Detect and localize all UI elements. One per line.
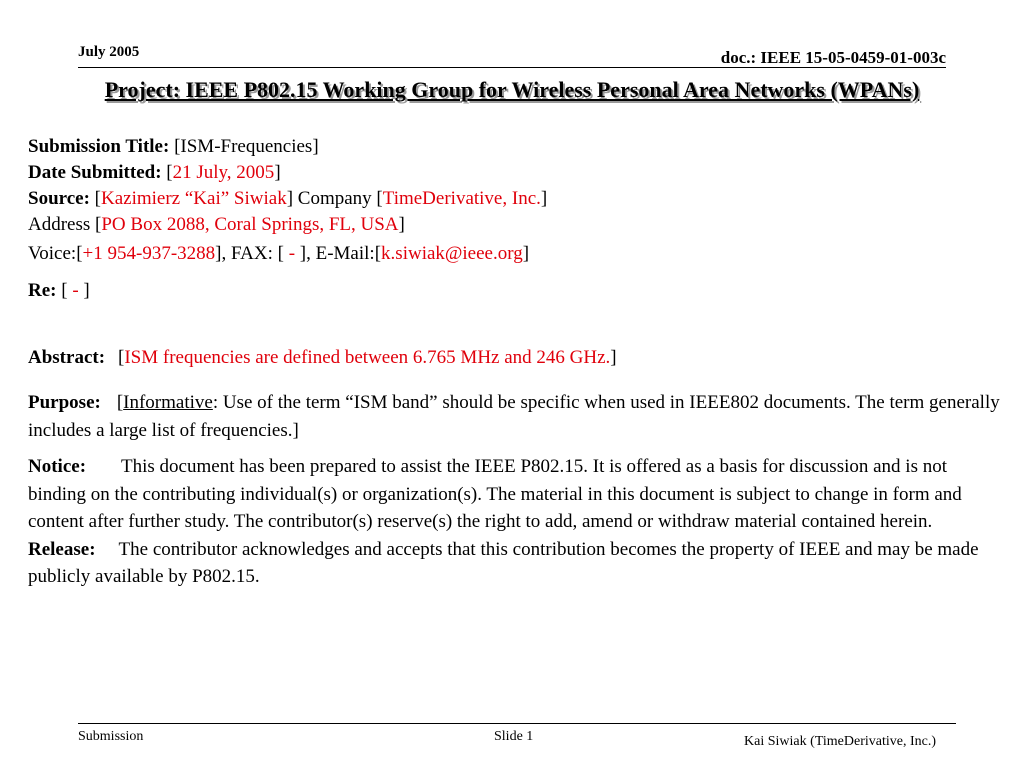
- abstract-line: [28, 345, 617, 371]
- purpose-label: Purpose:: [28, 392, 101, 413]
- source-line: [28, 186, 547, 212]
- voice-phone: +1 954-937-3288: [82, 243, 216, 264]
- fax-label: ], FAX: [: [215, 243, 289, 264]
- notice-label: Notice:: [28, 456, 87, 477]
- re-value: -: [72, 280, 79, 301]
- bracket: [: [89, 188, 101, 209]
- bracket: ]: [610, 347, 617, 368]
- submission-title-label: Submission Title:: [28, 136, 170, 157]
- address-label: Address [: [28, 214, 102, 235]
- release-text: The contributor acknowledges and accepts that this contribution becomes the property of IEEE and may be made publicly available by P802.15.: [28, 538, 979, 587]
- footer-submission: Submission: [78, 729, 144, 744]
- date-submitted-value: 21 July, 2005: [172, 162, 275, 183]
- bracket: ]: [398, 214, 405, 235]
- project-title: Project: IEEE P802.15 Working Group for Wireless Personal Area Networks (WPANs): [104, 77, 920, 102]
- footer-author: Kai Siwiak (TimeDerivative, Inc.): [744, 734, 936, 749]
- release-label: Release:: [28, 538, 96, 560]
- submission-title-value: [ISM-Frequencies]: [174, 136, 319, 157]
- re-label: Re:: [28, 280, 57, 301]
- abstract-value: ISM frequencies are defined between 6.765 MHz and 246 GHz.: [124, 347, 611, 368]
- purpose-keyword: Informative: [123, 392, 213, 413]
- address-line: [28, 212, 405, 238]
- purpose-text: : Use of the term “ISM band” should be specific when used in IEEE802 documents. The term generally includes a large list of frequencies.]: [28, 392, 1000, 441]
- email-value: k.siwiak@ieee.org: [381, 243, 523, 264]
- address-value: PO Box 2088, Coral Springs, FL, USA: [101, 214, 399, 235]
- purpose-paragraph: [28, 389, 1003, 444]
- bracket: ]: [522, 243, 530, 264]
- header-divider: [78, 67, 946, 68]
- source-label: Source:: [28, 188, 90, 209]
- bracket: [: [118, 347, 125, 368]
- header-doc-id: doc.: IEEE 15-05-0459-01-003c: [720, 48, 946, 67]
- voice-label: Voice:[: [28, 243, 83, 264]
- notice-paragraph: [28, 453, 1003, 591]
- voice-line: [28, 241, 529, 267]
- bracket: ]: [274, 162, 281, 183]
- company-prefix: ] Company [: [286, 188, 383, 209]
- date-submitted-label: Date Submitted:: [28, 162, 162, 183]
- re-line: [28, 278, 90, 304]
- bracket: [: [56, 280, 73, 301]
- abstract-label: Abstract:: [28, 347, 106, 368]
- bracket: [: [161, 162, 173, 183]
- source-name: Kazimierz “Kai” Siwiak: [101, 188, 287, 209]
- bracket: [: [116, 392, 124, 413]
- footer-divider: [78, 723, 956, 724]
- source-company: TimeDerivative, Inc.: [382, 188, 541, 209]
- bracket: ]: [78, 280, 90, 301]
- fax-value: -: [288, 243, 296, 264]
- date-submitted-line: [28, 160, 281, 186]
- email-label: ], E-Mail:[: [295, 243, 382, 264]
- footer-slide-number: Slide 1: [494, 729, 534, 744]
- bracket: ]: [540, 188, 548, 209]
- notice-text: This document has been prepared to assist the IEEE P802.15. It is offered as a basis for discussion and is not binding on the contributing individual(s) or organization(s). The material in this document is subject to change in form and content after further study. The contributor(s) reserve(s) the right to add, amend or withdraw material contained herein.: [28, 456, 962, 532]
- header-date: July 2005: [78, 44, 140, 60]
- submission-title-line: [28, 134, 319, 160]
